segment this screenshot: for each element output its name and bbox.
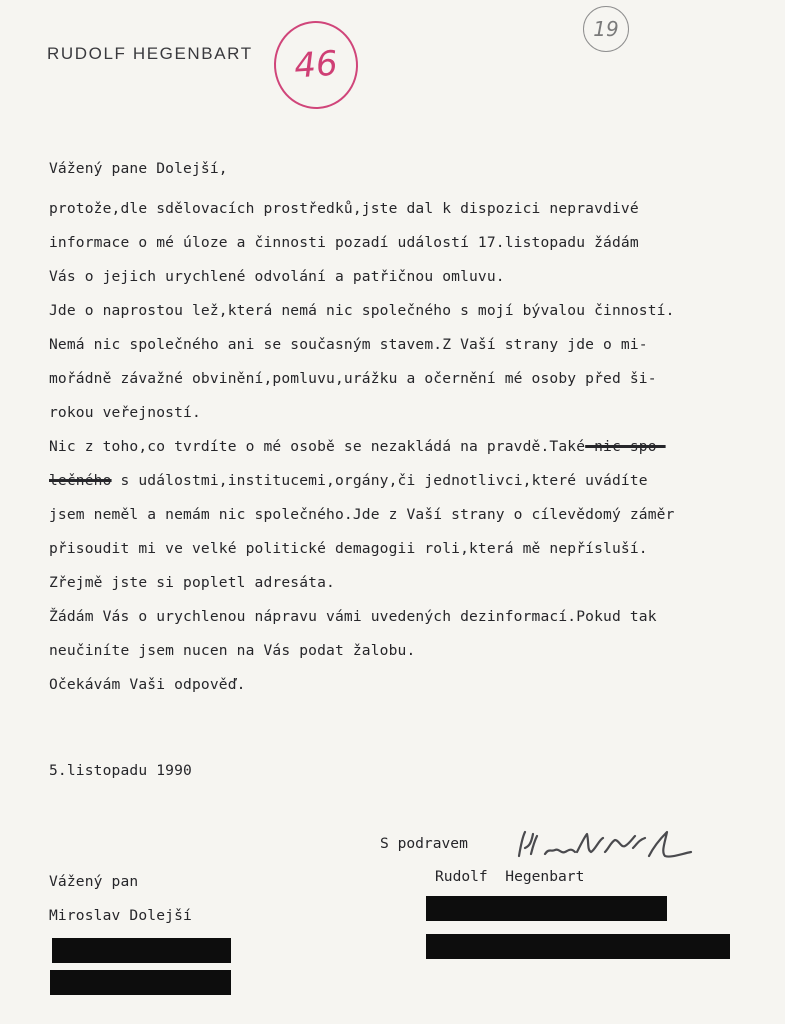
- salutation: Vážený pane Dolejší,: [49, 160, 228, 177]
- recipient-name: Miroslav Dolejší: [49, 907, 192, 924]
- body-line-7: rokou veřejností.: [49, 404, 201, 421]
- body-line-8: [49, 438, 666, 455]
- redaction-bar: [52, 938, 231, 963]
- sender-name: Rudolf Hegenbart: [435, 868, 585, 885]
- red-number: 46: [293, 43, 339, 87]
- redaction-bar: [50, 970, 231, 995]
- closing-phrase: S podravem: [380, 835, 468, 852]
- letter-date: 5.listopadu 1990: [49, 762, 192, 779]
- letterhead-name: RUDOLF HEGENBART: [47, 44, 253, 63]
- body-line-3: Vás o jejich urychlené odvolání a patřičnou omluvu.: [49, 268, 505, 285]
- body-line-9-text: s událostmi,institucemi,orgány,či jednotlivci,které uvádíte: [111, 472, 648, 489]
- body-line-10: jsem neměl a nemám nic společného.Jde z Vaší strany o cílevědomý záměr: [49, 506, 675, 523]
- body-line-14: neučiníte jsem nucen na Vás podat žalobu.: [49, 642, 416, 659]
- red-page-number-mark: [271, 18, 361, 112]
- handwritten-signature: [515, 826, 695, 870]
- body-line-5: Nemá nic společného ani se současným stavem.Z Vaší strany jde o mi-: [49, 336, 648, 353]
- grey-number: 19: [593, 17, 619, 41]
- grey-page-number-mark: [583, 6, 629, 52]
- body-line-1: protože,dle sdělovacích prostředků,jste dal k dispozici nepravdivé: [49, 200, 639, 217]
- body-line-13: Žádám Vás o urychlenou nápravu vámi uvedených dezinformací.Pokud tak: [49, 608, 657, 625]
- struck-text-1: nic spo-: [585, 438, 666, 455]
- body-line-8-text: Nic z toho,co tvrdíte o mé osobě se nezakládá na pravdě.Také: [49, 438, 586, 455]
- redaction-bar: [426, 934, 730, 959]
- body-line-11: přisoudit mi ve velké politické demagogii roli,která mě nepřísluší.: [49, 540, 648, 557]
- recipient-title: Vážený pan: [49, 873, 139, 890]
- body-line-2: informace o mé úloze a činnosti pozadí událostí 17.listopadu žádám: [49, 234, 639, 251]
- body-line-12: Zřejmě jste si popletl adresáta.: [49, 574, 335, 591]
- redaction-bar: [426, 896, 667, 921]
- body-line-4: Jde o naprostou lež,která nemá nic společného s mojí bývalou činností.: [49, 302, 675, 319]
- struck-text-2: lečného: [49, 472, 112, 489]
- body-line-9: [49, 472, 648, 489]
- body-line-6: mořádně závažné obvinění,pomluvu,urážku a očernění mé osoby před ši-: [49, 370, 657, 387]
- body-line-15: Očekávám Vaši odpověď.: [49, 676, 246, 693]
